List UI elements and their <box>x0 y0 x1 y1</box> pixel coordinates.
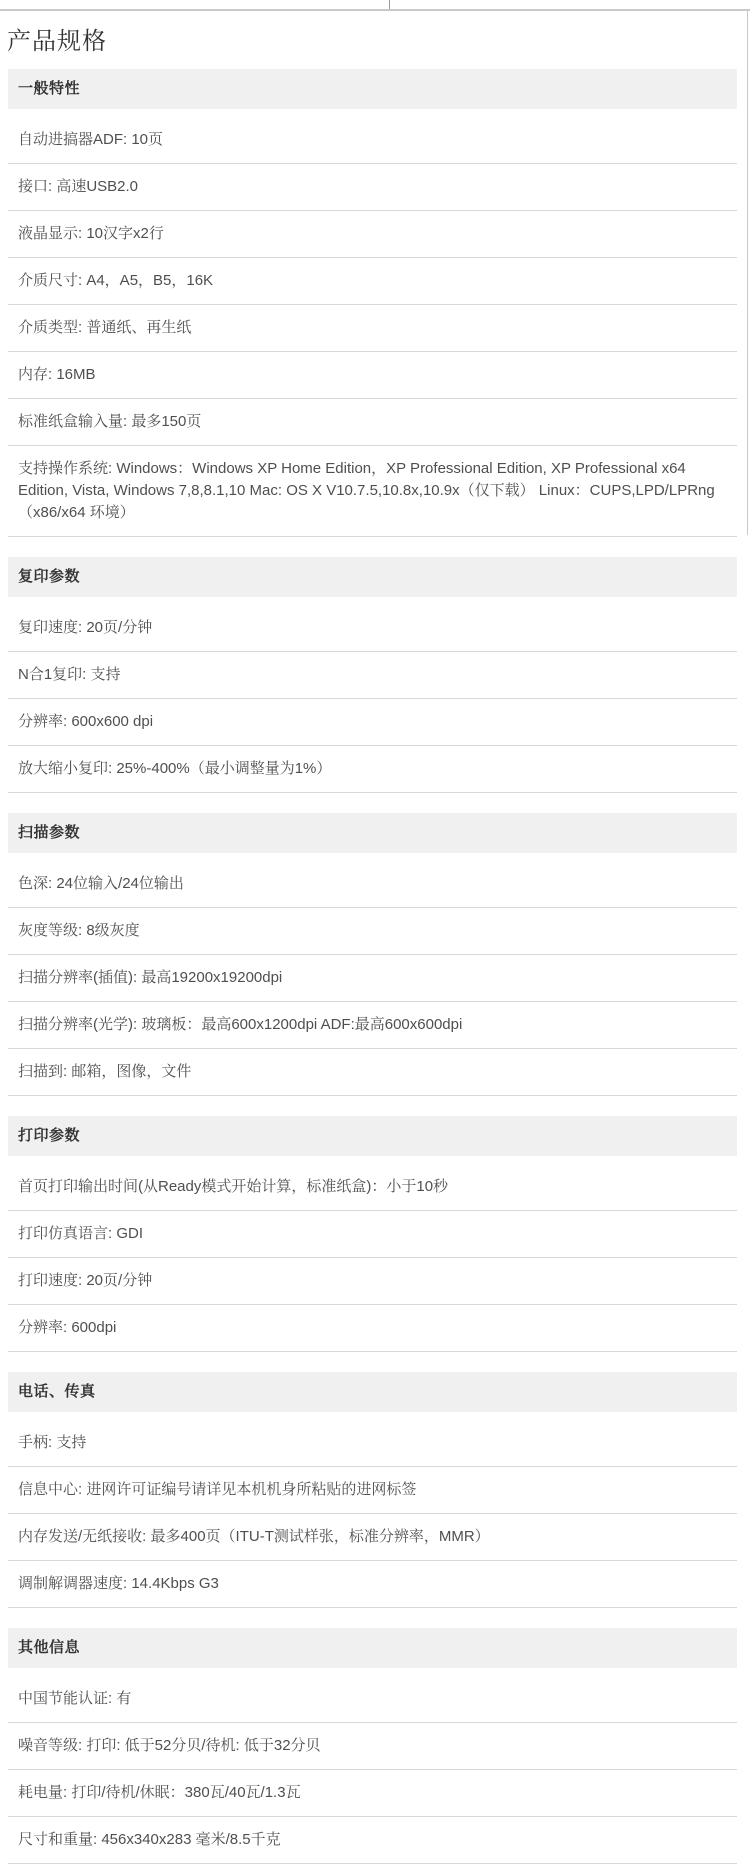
spec-row: 扫描分辨率(光学): 玻璃板：最高600x1200dpi ADF:最高600x600dpi <box>8 1002 737 1049</box>
content-right-border <box>747 11 748 535</box>
spec-row: 介质类型: 普通纸、再生纸 <box>8 305 737 352</box>
spec-section-copy <box>8 557 737 793</box>
spec-row: 介质尺寸: A4，A5，B5，16K <box>8 258 737 305</box>
section-rows <box>8 1164 737 1352</box>
section-rows <box>8 117 737 537</box>
spec-section-scan <box>8 813 737 1096</box>
spec-row: 打印仿真语言: GDI <box>8 1211 737 1258</box>
section-heading: 一般特性 <box>8 69 737 109</box>
page-title: 产品规格 <box>7 28 107 55</box>
section-rows <box>8 1676 737 1864</box>
spec-row: 内存发送/无纸接收: 最多400页（ITU-T测试样张，标准分辨率，MMR） <box>8 1514 737 1561</box>
spec-row: 调制解调器速度: 14.4Kbps G3 <box>8 1561 737 1608</box>
section-heading: 电话、传真 <box>8 1372 737 1412</box>
section-heading: 扫描参数 <box>8 813 737 853</box>
section-heading: 其他信息 <box>8 1628 737 1668</box>
tab-strip <box>0 0 750 11</box>
spec-row: 标准纸盒输入量: 最多150页 <box>8 399 737 446</box>
spec-row: 支持操作系统: Windows：Windows XP Home Edition，XP Professional Edition, XP Professional x64 Edition, Vista, Windows 7,8,8.1,10 Mac: OS X V10.7.5,10.8x,10.9x（仅下载） Linux：CUPS,LPD/LPRng（x86/x64 环境） <box>8 446 737 537</box>
spec-row: 分辨率: 600dpi <box>8 1305 737 1352</box>
spec-row: 自动进搞器ADF: 10页 <box>8 117 737 164</box>
spec-section-print <box>8 1116 737 1352</box>
section-heading: 复印参数 <box>8 557 737 597</box>
spec-section-other <box>8 1628 737 1864</box>
spec-row: 耗电量: 打印/待机/休眠：380瓦/40瓦/1.3瓦 <box>8 1770 737 1817</box>
spec-row: 噪音等级: 打印: 低于52分贝/待机: 低于32分贝 <box>8 1723 737 1770</box>
spec-row: 液晶显示: 10汉字x2行 <box>8 211 737 258</box>
spec-row: 灰度等级: 8级灰度 <box>8 908 737 955</box>
tab-divider <box>389 0 390 9</box>
spec-row: 接口: 高速USB2.0 <box>8 164 737 211</box>
spec-row: 信息中心: 进网许可证编号请详见本机机身所粘贴的进网标签 <box>8 1467 737 1514</box>
section-rows <box>8 861 737 1096</box>
spec-row: 首页打印输出时间(从Ready模式开始计算，标准纸盒)：小于10秒 <box>8 1164 737 1211</box>
spec-row: 中国节能认证: 有 <box>8 1676 737 1723</box>
spec-section-fax <box>8 1372 737 1608</box>
spec-row: 分辨率: 600x600 dpi <box>8 699 737 746</box>
section-rows <box>8 1420 737 1608</box>
spec-row: 扫描到: 邮箱，图像，文件 <box>8 1049 737 1096</box>
spec-row: N合1复印: 支持 <box>8 652 737 699</box>
spec-sections-container <box>8 69 737 1864</box>
spec-row: 扫描分辨率(插值): 最高19200x19200dpi <box>8 955 737 1002</box>
spec-row: 打印速度: 20页/分钟 <box>8 1258 737 1305</box>
spec-row: 色深: 24位输入/24位输出 <box>8 861 737 908</box>
spec-row: 内存: 16MB <box>8 352 737 399</box>
spec-row: 放大缩小复印: 25%-400%（最小调整量为1%） <box>8 746 737 793</box>
section-rows <box>8 605 737 793</box>
spec-row: 手柄: 支持 <box>8 1420 737 1467</box>
spec-row: 复印速度: 20页/分钟 <box>8 605 737 652</box>
section-heading: 打印参数 <box>8 1116 737 1156</box>
spec-section-general <box>8 69 737 537</box>
spec-row: 尺寸和重量: 456x340x283 毫米/8.5千克 <box>8 1817 737 1864</box>
